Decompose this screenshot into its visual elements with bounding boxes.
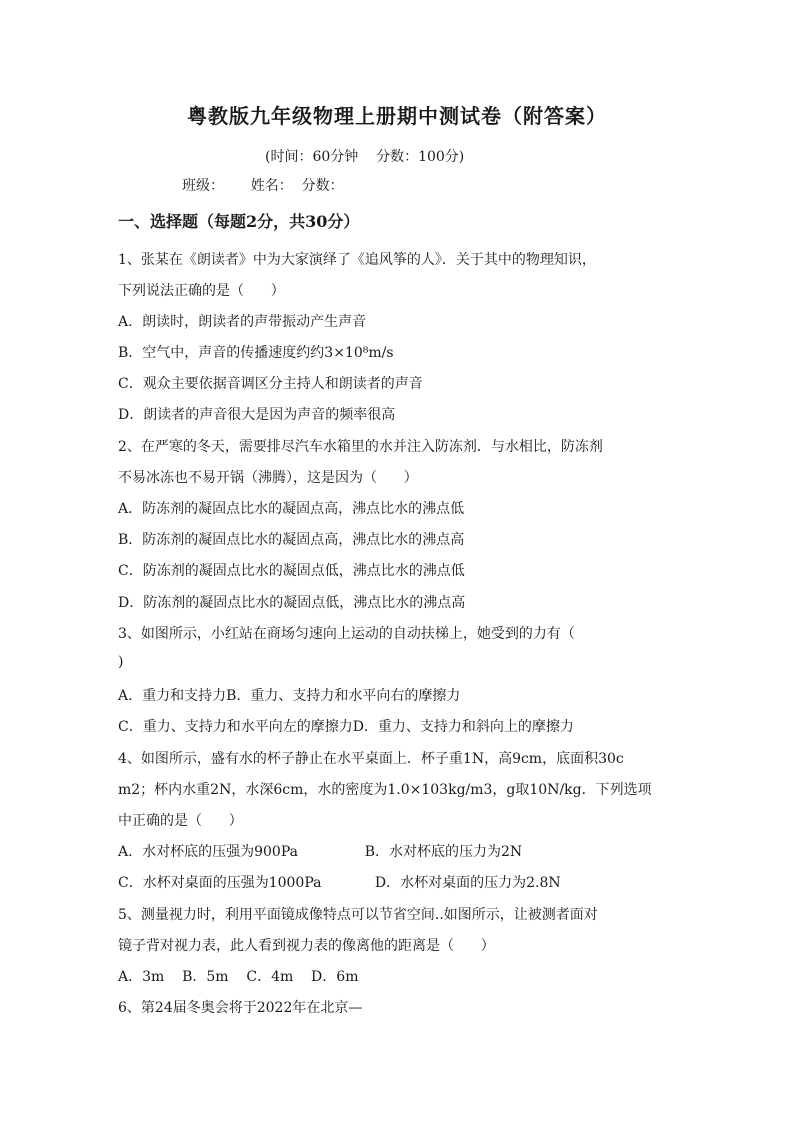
question-2-line-1: 2、在严寒的冬天，需要排尽汽车水箱里的水并注入防冻剂．与水相比，防冻剂 xyxy=(118,439,603,455)
student-info-line: 班级： 姓名： 分数： xyxy=(182,178,344,194)
question-1-option-a: A．朗读时，朗读者的声带振动产生声音 xyxy=(118,314,367,330)
exam-time-score: (时间：60分钟 分数：100分) xyxy=(265,149,465,165)
question-1-option-b: B．空气中，声音的传播速度约约3×10⁸m/s xyxy=(118,345,394,361)
question-2-line-2: 不易冰冻也不易开锅（沸腾），这是因为（ ） xyxy=(118,470,418,486)
section-heading-choice: 一、选择题（每题2分，共30分） xyxy=(118,212,360,231)
question-1-option-c: C．观众主要依据音调区分主持人和朗读者的声音 xyxy=(118,376,423,392)
question-4-line-3: 中正确的是（ ） xyxy=(118,813,243,829)
question-5-line-2: 镜子背对视力表，此人看到视力表的像离他的距离是（ ） xyxy=(118,938,495,954)
question-1-line-1: 1、张某在《朗读者》中为大家演绎了《追风筝的人》．关于其中的物理知识， xyxy=(118,252,596,268)
question-4-line-1: 4、如图所示，盛有水的杯子静止在水平桌面上．杯子重1N，高9cm，底面积30c xyxy=(118,751,624,767)
question-2-option-d: D．防冻剂的凝固点比水的凝固点低，沸点比水的沸点高 xyxy=(118,595,466,611)
question-2-option-c: C．防冻剂的凝固点比水的凝固点低，沸点比水的沸点低 xyxy=(118,563,465,579)
question-3-line-1: 3、如图所示，小红站在商场匀速向上运动的自动扶梯上，她受到的力有（ xyxy=(118,626,575,642)
page-title: 粤教版九年级物理上册期中测试卷（附答案） xyxy=(187,104,607,128)
question-3-options-cd: C．重力、支持力和水平向左的摩擦力D．重力、支持力和斜向上的摩擦力 xyxy=(118,719,574,735)
question-3-options-ab: A．重力和支持力B．重力、支持力和水平向右的摩擦力 xyxy=(118,688,461,704)
question-2-option-b: B．防冻剂的凝固点比水的凝固点高，沸点比水的沸点高 xyxy=(118,532,465,548)
question-1-line-2: 下列说法正确的是（ ） xyxy=(118,283,285,299)
question-3-line-2: ) xyxy=(118,654,124,670)
question-4-options-cd: C．水杯对桌面的压强为1000Pa D．水杯对桌面的压力为2.8N xyxy=(118,875,561,891)
question-1-option-d: D．朗读者的声音很大是因为声音的频率很高 xyxy=(118,407,396,423)
question-4-options-ab: A．水对杯底的压强为900Pa B．水对杯底的压力为2N xyxy=(118,844,523,860)
question-6-line-1: 6、第24届冬奥会将于2022年在北京— xyxy=(118,1000,363,1016)
question-4-line-2: m2；杯内水重2N，水深6cm，水的密度为1.0×103kg/m3，g取10N/kg．下列选项 xyxy=(118,782,652,798)
question-2-option-a: A．防冻剂的凝固点比水的凝固点高，沸点比水的沸点低 xyxy=(118,501,465,517)
question-5-line-1: 5、测量视力时，利用平面镜成像特点可以节省空间..如图所示，让被测者面对 xyxy=(118,907,598,923)
question-5-options: A．3m B．5m C．4m D．6m xyxy=(118,969,359,985)
